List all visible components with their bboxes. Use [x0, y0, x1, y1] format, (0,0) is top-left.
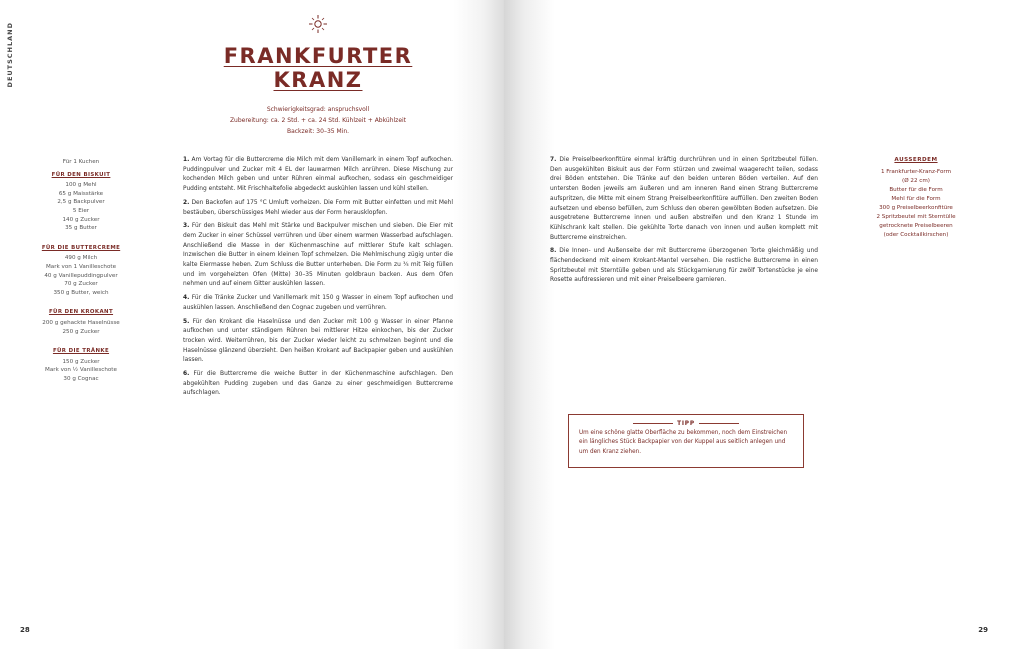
step — [550, 247, 818, 286]
ingredient-item: 490 g Milch — [64, 255, 98, 262]
step-number: 2. — [183, 199, 190, 206]
ingredient-item: 250 g Zucker — [62, 328, 100, 335]
ingredient-item: 100 g Mehl — [65, 182, 97, 189]
extras-item: Mehl für die Form — [891, 196, 941, 202]
left-page — [0, 0, 504, 649]
ingredients-list — [22, 158, 140, 383]
extras-item: Butter für die Form — [889, 187, 943, 193]
extras-heading: AUSSERDEM — [894, 157, 938, 163]
step-text: Für die Buttercreme die weiche Butter in der Küchenmaschine aufschlagen. Den abgekühlten Pudding zugeben und das Ganze zu einer geschmeidigen Buttercreme aufschlagen. — [183, 371, 454, 397]
ingredient-item: 140 g Zucker — [62, 216, 100, 223]
extras-item: getrocknete Preiselbeeren — [879, 223, 953, 229]
ingredient-item: 5 Eier — [72, 207, 90, 214]
ingredient-item: 65 g Maisstärke — [58, 190, 104, 197]
extras-item: (Ø 22 cm) — [902, 178, 930, 184]
chapter-side-label: DEUTSCHLAND — [6, 22, 14, 88]
step-number: 5. — [183, 318, 190, 325]
step — [183, 222, 453, 290]
difficulty: Schwierigkeitsgrad: anspruchsvoll — [266, 106, 370, 113]
step — [183, 318, 453, 367]
tip-header — [569, 410, 803, 429]
step-number: 6. — [183, 371, 190, 378]
step-text: Am Vortag für die Buttercreme die Milch mit dem Vanillemark in einem Topf aufkochen. Puddingpulver und Zucker mit 4 EL der lauwarmen Milch anrühren. Diese Mischung zur kochenden Milch geben und unter Rühren einmal aufkochen, sodass ein geschmeidiger Pudding entsteht. Mit Frischhaltefolie abgedeckt auskühlen lassen und kühl stellen. — [183, 157, 453, 193]
step-number: 3. — [183, 223, 190, 230]
extras-item: (oder Cocktailkirschen) — [883, 232, 949, 238]
serves-label: Für 1 Kuchen — [62, 159, 100, 165]
page-number-right: 29 — [978, 626, 988, 634]
tip-text: Um eine schöne glatte Oberfläche zu bekommen, noch dem Einstreichen ein längliches Stück Backpapier von der Kuppel aus seitlich anlegen und um den Kranz ziehen. — [579, 430, 788, 455]
group-heading-buttercreme: FÜR DIE BUTTERCREME — [41, 244, 121, 251]
step — [183, 199, 453, 218]
step — [183, 370, 453, 399]
steps-right — [550, 156, 818, 290]
tip-box — [568, 414, 804, 468]
extras-item: 1 Frankfurter-Kranz-Form — [880, 169, 952, 175]
step-text: Für den Biskuit das Mehl mit Stärke und Backpulver mischen und sieben. Die Eier mit dem Zucker in einer Schüssel verrühren und über einem warmen Wasserbad aufschlagen. Anschließend die Masse in der Küchenmaschine auf mittlerer Stufe kalt schlagen. Inzwischen die Butter in einem kleinen Topf schmelzen. Die Mehlmischung zügig unter die kalte Eiermasse heben. Zum Schluss die Butter unterheben. Die Form zu ¾ mit Teig füllen und im vorgeheizten Ofen (Mitte) 30–35 Minuten goldbraun backen. Aus dem Ofen nehmen und auf einem Gitter auskühlen lassen. — [183, 223, 453, 288]
step-number: 8. — [550, 248, 557, 255]
ingredient-item: 350 g Butter, weich — [53, 289, 109, 296]
step — [183, 156, 453, 195]
sun-ornament-icon — [308, 14, 328, 34]
tip-title: TIPP — [677, 421, 695, 427]
page-number-left: 28 — [20, 626, 30, 634]
ingredient-item: 40 g Vanillepuddingpulver — [44, 272, 118, 279]
right-page — [504, 0, 1010, 649]
group-heading-krokant: FÜR DEN KROKANT — [48, 309, 114, 316]
ingredient-item: 150 g Zucker — [62, 358, 100, 365]
group-heading-biskuit: FÜR DEN BISKUIT — [51, 171, 111, 178]
recipe-meta — [200, 104, 436, 137]
extras-list — [850, 156, 982, 240]
step-number: 1. — [183, 157, 190, 163]
ingredient-item: 70 g Zucker — [64, 281, 98, 288]
bake-time: Backzeit: 30–35 Min. — [286, 128, 350, 135]
ingredient-item: Mark von ½ Vanilleschote — [45, 367, 117, 374]
ingredient-item: 35 g Butter — [65, 225, 97, 232]
prep-time: Zubereitung: ca. 2 Std. + ca. 24 Std. Kühlzeit + Abkühlzeit — [229, 117, 407, 124]
step — [550, 156, 818, 243]
step-number: 4. — [183, 295, 190, 302]
step-text: Den Backofen auf 175 °C Umluft vorheizen. Die Form mit Butter einfetten und mit Mehl bestäuben, überschüssiges Mehl wieder aus der Form herausklopfen. — [183, 199, 453, 216]
recipe-title-line1: FRANKFURTER — [223, 44, 413, 68]
step-number: 7. — [550, 157, 557, 163]
step-text: Die Preiselbeerkonfitüre einmal kräftig durchrühren und in einen Spritzbeutel füllen. Den ausgekühlten Biskuit aus der Form stürzen und zweimal waagerecht teilen, sodass drei Böden entstehen. Die Tränke auf den beiden unteren Böden verteilen. Auf den untersten Boden jeweils am äußeren und am inneren Rand einen Strang Buttercreme aufspritzen, die Mitte mit einem Strang Preiselbeerkonfitüre auffüllen. Den zweiten Boden aufsetzen und ebenso befüllen, zum Schluss den oberen gewölbten Boden aufsetzen. Die ausgetretene Buttercreme innen und außen abstreifen und den Kranz 1 Stunde im Kühlschrank kalt stellen. Die gekühlte Torte danach von innen und außen komplett mit Buttercreme einstreichen. — [550, 157, 819, 241]
ingredient-item: Mark von 1 Vanilleschote — [45, 263, 117, 270]
extras-item: 2 Spritzbeutel mit Sterntülle — [876, 214, 956, 220]
step-text: Für den Krokant die Haselnüsse und den Zucker mit 100 g Wasser in einer Pfanne aufkochen und unter ständigem Rühren bei mittlerer Hitze einkochen, bis der Zucker trocken wird. Weiterrühren, bis der Zucker wieder leicht zu schmelzen beginnt und die Haselnüsse glänzend überzieht. Den heißen Krokant auf Backpapier geben und auskühlen lassen. — [183, 318, 453, 364]
group-heading-traenke: FÜR DIE TRÄNKE — [52, 348, 110, 355]
recipe-title-line2: KRANZ — [273, 68, 363, 92]
step-text: Für die Tränke Zucker und Vanillemark mit 150 g Wasser in einem Topf aufkochen und auskühlen lassen. Anschließend den Cognac zugeben und verrühren. — [183, 295, 453, 311]
ingredient-item: 2,5 g Backpulver — [57, 199, 105, 206]
step — [183, 294, 453, 313]
ingredient-item: 200 g gehackte Haselnüsse — [42, 319, 120, 326]
steps-left — [183, 156, 453, 403]
ingredient-item: 30 g Cognac — [63, 375, 99, 382]
extras-item: 300 g Preiselbeerkonfitüre — [879, 205, 953, 211]
step-text: Die Innen- und Außenseite der mit Buttercreme überzogenen Torte gleichmäßig und flächendeckend mit einem Krokant-Mantel versehen. Die restliche Buttercreme in einen Spritzbeutel mit Sterntülle geben und als Stückgarnierung für zwölf Tortenstücke je eine Rosette aufdressieren und mit einer Preiselbeere garnieren. — [550, 248, 818, 284]
